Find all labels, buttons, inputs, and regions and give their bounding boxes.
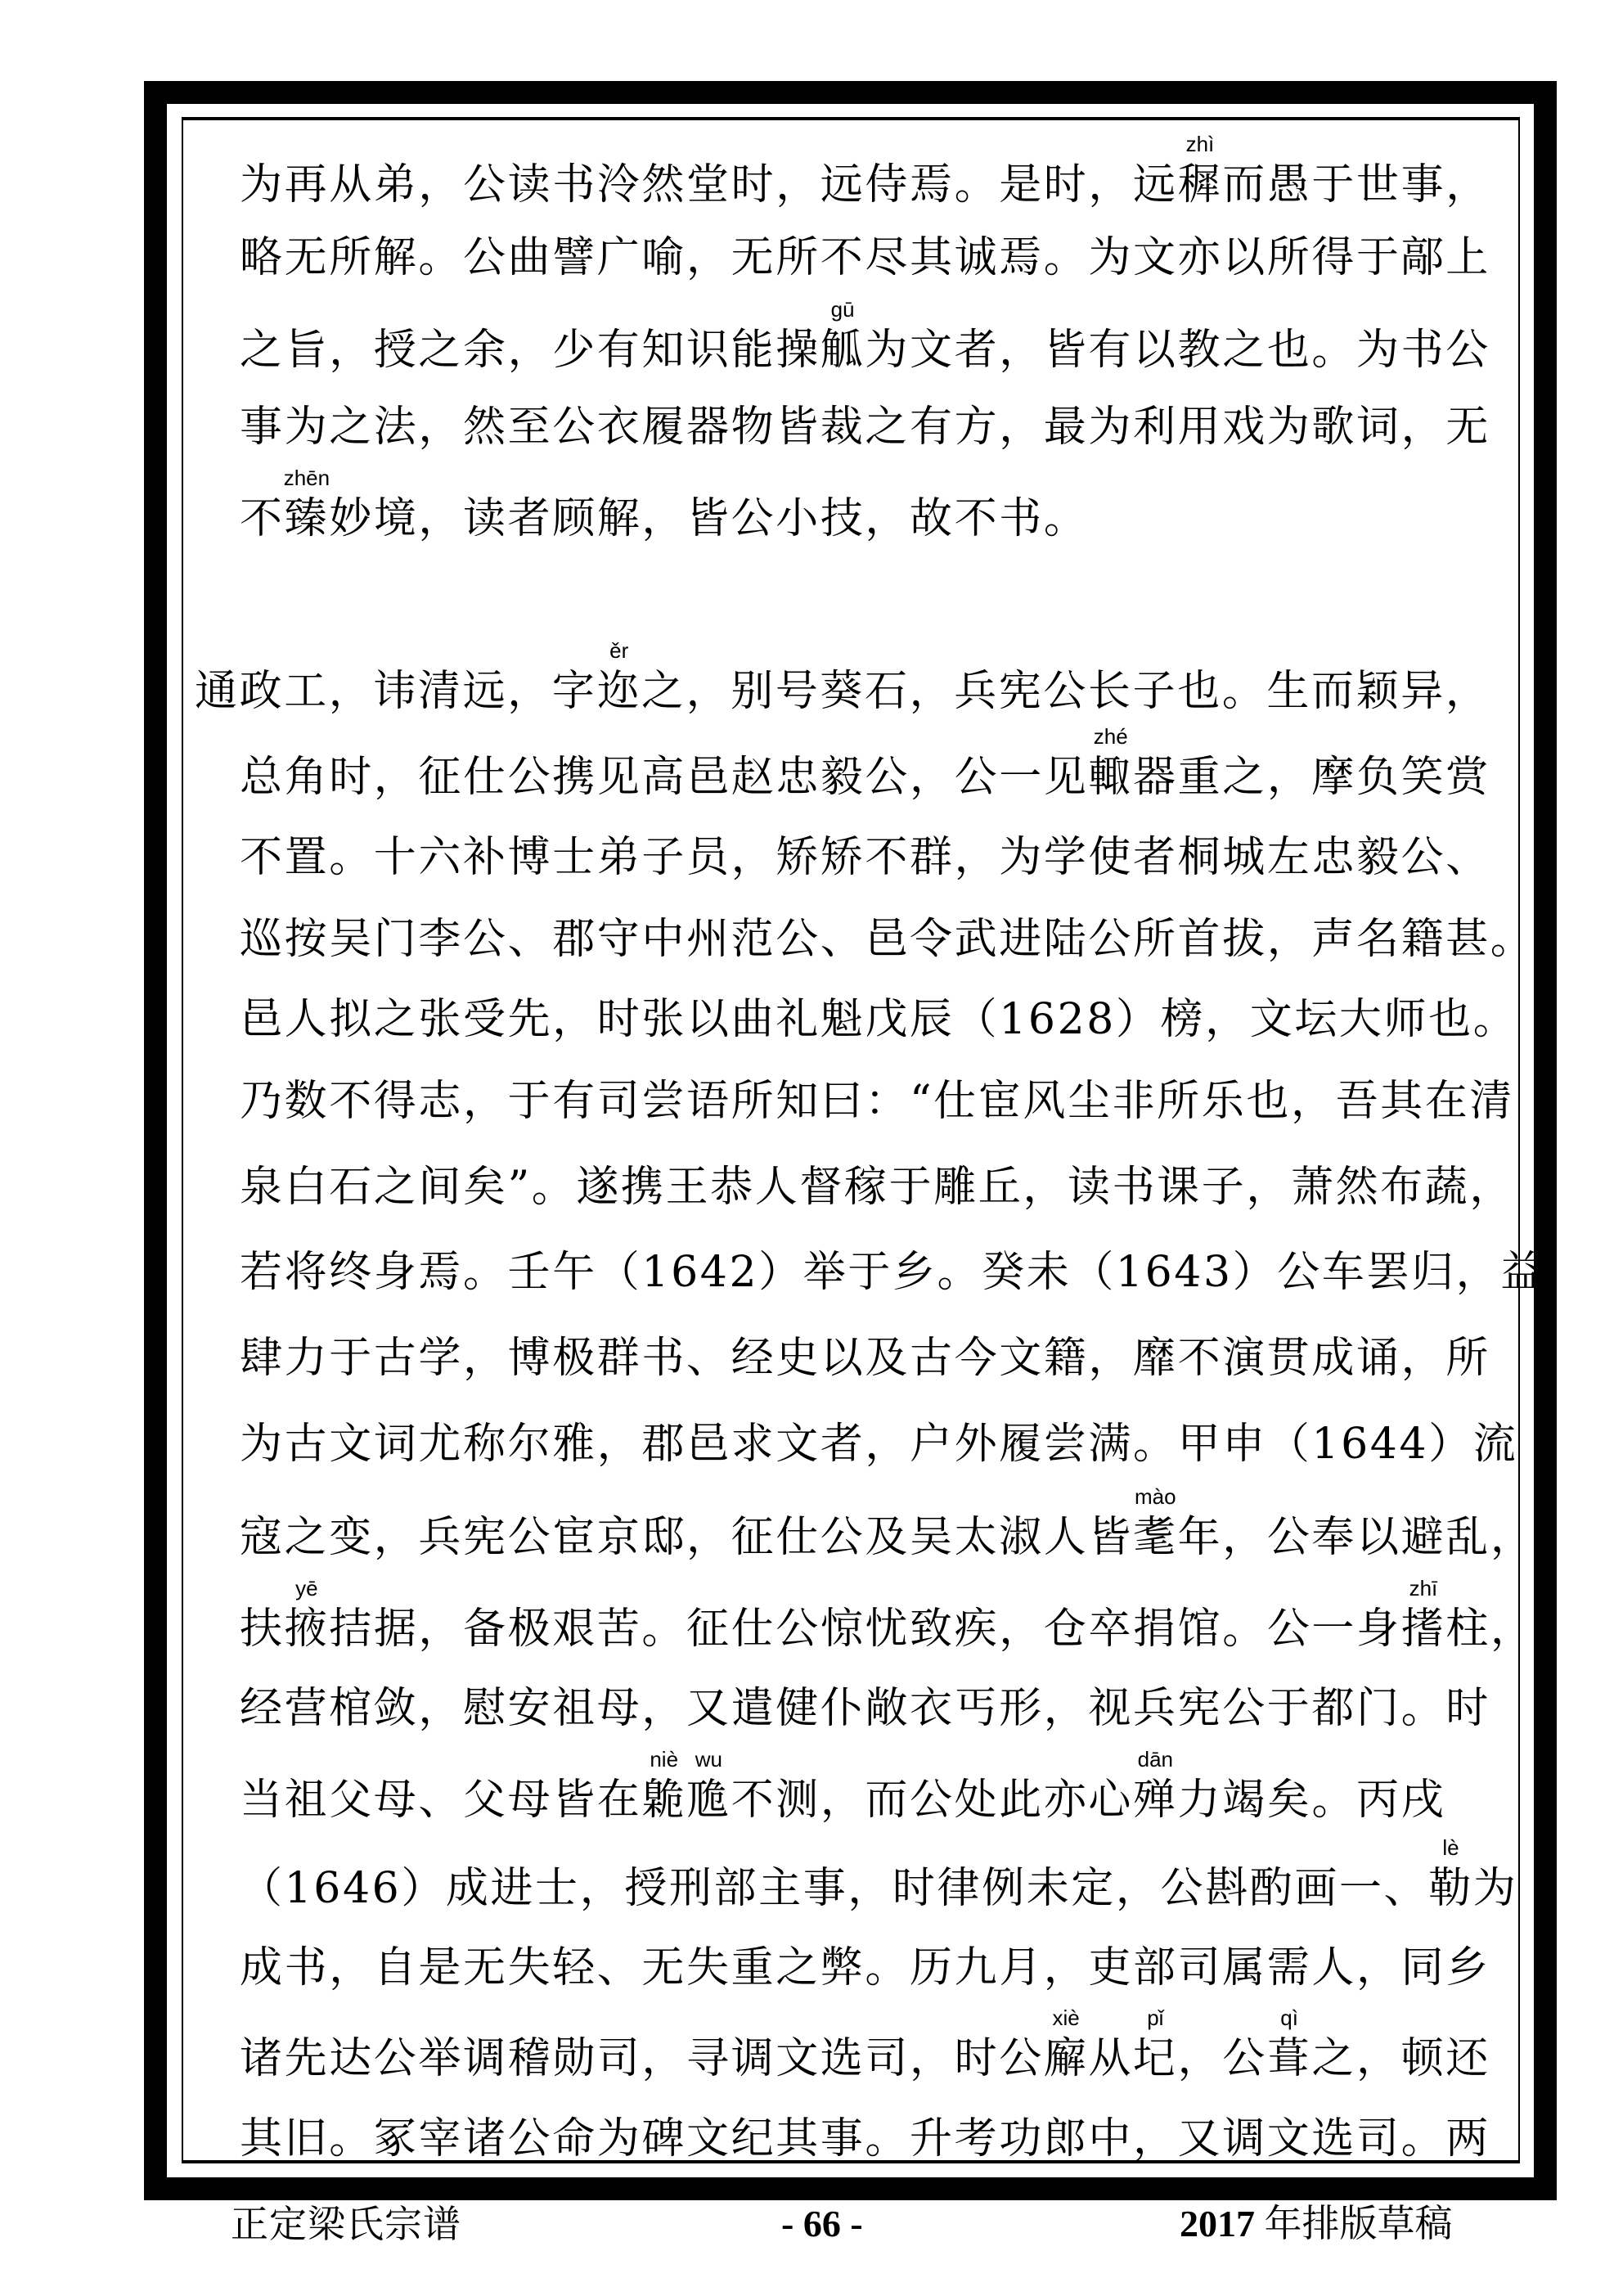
- text-segment: 事为之法，然至公衣履器物皆裁之有方，最为利用戏为歌词，无: [240, 403, 1490, 452]
- pinyin-annotation: yē: [295, 1576, 318, 1600]
- text-segment: 之旨，授之余，少有知识能操: [240, 326, 820, 375]
- pinyin-annotation: ěr: [609, 638, 629, 663]
- text-segment: 总角时，征仕公携见高邑赵忠毅公，公一见: [240, 753, 1089, 802]
- text-line: [240, 1684, 1490, 1733]
- text-segment: 肆力于古学，博极群书、经史以及古今文籍，靡不演贯成诵，所: [240, 1334, 1490, 1383]
- text-segment: 邑人拟之张受先，时张以曲礼魁戊辰（1628）榜，文坛大师也。: [240, 995, 1518, 1044]
- pinyin-annotation: lè: [1442, 1835, 1459, 1860]
- character: 迩: [596, 667, 642, 716]
- text-segment: 从: [1088, 2034, 1134, 2083]
- text-segment: 巡按吴门李公、郡守中州范公、邑令武进陆公所首拔，声名籍甚。: [240, 915, 1535, 964]
- text-segment: 成书，自是无失轻、无失重之弊。历九月，吏部司属需人，同乡: [240, 1943, 1490, 1992]
- text-segment: 当祖父母、父母皆在: [240, 1776, 642, 1825]
- annotated-character: [820, 297, 865, 375]
- text-segment: 为再从弟，公读书泠然堂时，远侍焉。是时，远: [240, 160, 1178, 209]
- footer-draft-note: [1180, 2203, 1453, 2245]
- text-line: [195, 638, 1490, 716]
- text-segment: 寇之变，兵宪公宦京邸，征仕公及吴太淑人皆: [240, 1513, 1134, 1562]
- text-segment: 妙境，读者顾解，皆公小技，故不书。: [329, 494, 1089, 543]
- character: 耄: [1133, 1513, 1178, 1562]
- text-line: [240, 1163, 1514, 1212]
- annotated-character: [1133, 1484, 1178, 1562]
- text-line: [240, 2114, 1490, 2163]
- annotated-character: [641, 1747, 687, 1825]
- text-line: [240, 1248, 1545, 1297]
- annotated-character: [1043, 2006, 1089, 2083]
- annotated-character: [1133, 2006, 1178, 2083]
- pinyin-annotation: zhì: [1185, 132, 1215, 156]
- text-segment: （1646）成进士，授刑部主事，时律例未定，公斟酌画一、: [240, 1864, 1429, 1913]
- pinyin-annotation: niè: [650, 1747, 679, 1772]
- text-line: [240, 1835, 1518, 1913]
- character: 搘: [1400, 1605, 1446, 1654]
- text-segment: 若将终身焉。壬午（1642）举于乡。癸未（1643）公车罢归，益: [240, 1248, 1545, 1297]
- footer-draft-label: 年排版草稿: [1255, 2203, 1453, 2244]
- text-segment: 略无所解。公曲譬广喻，无所不尽其诚焉。为文亦以所得于鄗上: [240, 233, 1490, 282]
- annotated-character: [1400, 1576, 1446, 1654]
- character: 觚: [820, 326, 865, 375]
- annotated-character: [283, 466, 330, 543]
- text-line: [240, 1334, 1490, 1383]
- text-line: [240, 233, 1490, 282]
- text-segment: 泉白石之间矣”。遂携王恭人督稼于雕丘，读书课子，萧然布蔬，: [240, 1163, 1514, 1212]
- text-segment: 不置。十六补博士弟子员，矫矫不群，为学使者桐城左忠毅公、: [240, 833, 1490, 882]
- pinyin-annotation: qì: [1280, 2006, 1298, 2030]
- text-segment: 诸先达公举调稽勋司，寻调文选司，时公: [240, 2034, 1044, 2083]
- annotated-character: [1088, 724, 1134, 802]
- pinyin-annotation: gū: [830, 297, 855, 322]
- text-line: [240, 132, 1490, 209]
- character: 葺: [1266, 2034, 1312, 2083]
- pinyin-annotation: wu: [695, 1747, 722, 1772]
- text-line: [240, 466, 1089, 543]
- text-line: [240, 403, 1490, 452]
- character: 卼: [686, 1776, 731, 1825]
- annotated-character: [1133, 1747, 1178, 1825]
- text-line: [240, 995, 1517, 1044]
- text-segment: 经营棺敛，慰安祖母，又遣健仆敞衣丐形，视兵宪公于都门。时: [240, 1684, 1490, 1733]
- character: 殚: [1133, 1776, 1178, 1825]
- text-segment: 为古文词尤称尔雅，郡邑求文者，户外履尝满。甲申（1644）流: [240, 1420, 1518, 1469]
- text-segment: 力竭矣。丙戌: [1177, 1776, 1446, 1825]
- pinyin-annotation: zhēn: [283, 466, 330, 490]
- text-segment: 为文者，皆有以教之也。为书公: [865, 326, 1490, 375]
- text-line: [240, 833, 1490, 882]
- footer-book-title: 正定梁氏宗谱: [231, 2202, 461, 2246]
- text-line: [240, 915, 1535, 964]
- text-line: [240, 297, 1490, 375]
- character: 廨: [1043, 2034, 1089, 2083]
- annotated-character: [1177, 132, 1223, 209]
- annotated-character: [284, 1576, 330, 1654]
- text-segment: 之，顿还: [1311, 2034, 1490, 2083]
- character: 掖: [284, 1605, 330, 1654]
- text-segment: 为: [1472, 1864, 1518, 1913]
- text-segment: 其旧。冢宰诸公命为碑文纪其事。升考功郎中，又调文选司。两: [240, 2114, 1490, 2163]
- text-segment: 年，公奉以避乱，: [1177, 1513, 1535, 1562]
- pinyin-annotation: zhé: [1093, 724, 1128, 749]
- annotated-character: [686, 1747, 731, 1825]
- character: 臻: [284, 494, 330, 543]
- text-line: [240, 1420, 1517, 1469]
- footer-page-number: - 66 -: [781, 2203, 863, 2244]
- text-segment: 器重之，摩负笑赏: [1133, 753, 1490, 802]
- annotated-character: [596, 638, 642, 716]
- character: 圮: [1133, 2034, 1178, 2083]
- text-segment: ，公: [1177, 2034, 1267, 2083]
- text-segment: 而愚于世事，: [1222, 160, 1490, 209]
- character: 勒: [1428, 1864, 1473, 1913]
- text-line: [240, 1747, 1446, 1825]
- annotated-character: [1266, 2006, 1312, 2083]
- character: 穉: [1177, 160, 1223, 209]
- text-segment: 扶: [240, 1605, 285, 1654]
- text-line: [240, 2006, 1490, 2083]
- pinyin-annotation: xiè: [1052, 2006, 1080, 2030]
- text-line: [240, 724, 1490, 802]
- text-segment: 柱，: [1445, 1605, 1535, 1654]
- text-segment: 之，别号葵石，兵宪公长子也。生而颖异，: [641, 667, 1490, 716]
- pinyin-annotation: mào: [1135, 1484, 1176, 1509]
- pinyin-annotation: dān: [1137, 1747, 1174, 1772]
- annotated-character: [1428, 1835, 1473, 1913]
- text-segment: 不测，而公处此亦心: [731, 1776, 1134, 1825]
- character: 臲: [641, 1776, 687, 1825]
- pinyin-annotation: pǐ: [1147, 2006, 1164, 2030]
- text-segment: 通政工，讳清远，字: [195, 667, 597, 716]
- text-segment: 拮据，备极艰苦。征仕公惊忧致疾，仓卒捐馆。公一身: [329, 1605, 1401, 1654]
- text-segment: 乃数不得志，于有司尝语所知曰：“仕宦风尘非所乐也，吾其在清: [240, 1077, 1514, 1126]
- text-line: [240, 1576, 1535, 1654]
- text-line: [240, 1077, 1514, 1126]
- pinyin-annotation: zhī: [1409, 1576, 1438, 1600]
- text-line: [240, 1484, 1535, 1562]
- character: 輙: [1088, 753, 1134, 802]
- text-line: [240, 1943, 1490, 1992]
- text-segment: 不: [240, 494, 285, 543]
- footer-draft-year: 2017: [1180, 2203, 1255, 2244]
